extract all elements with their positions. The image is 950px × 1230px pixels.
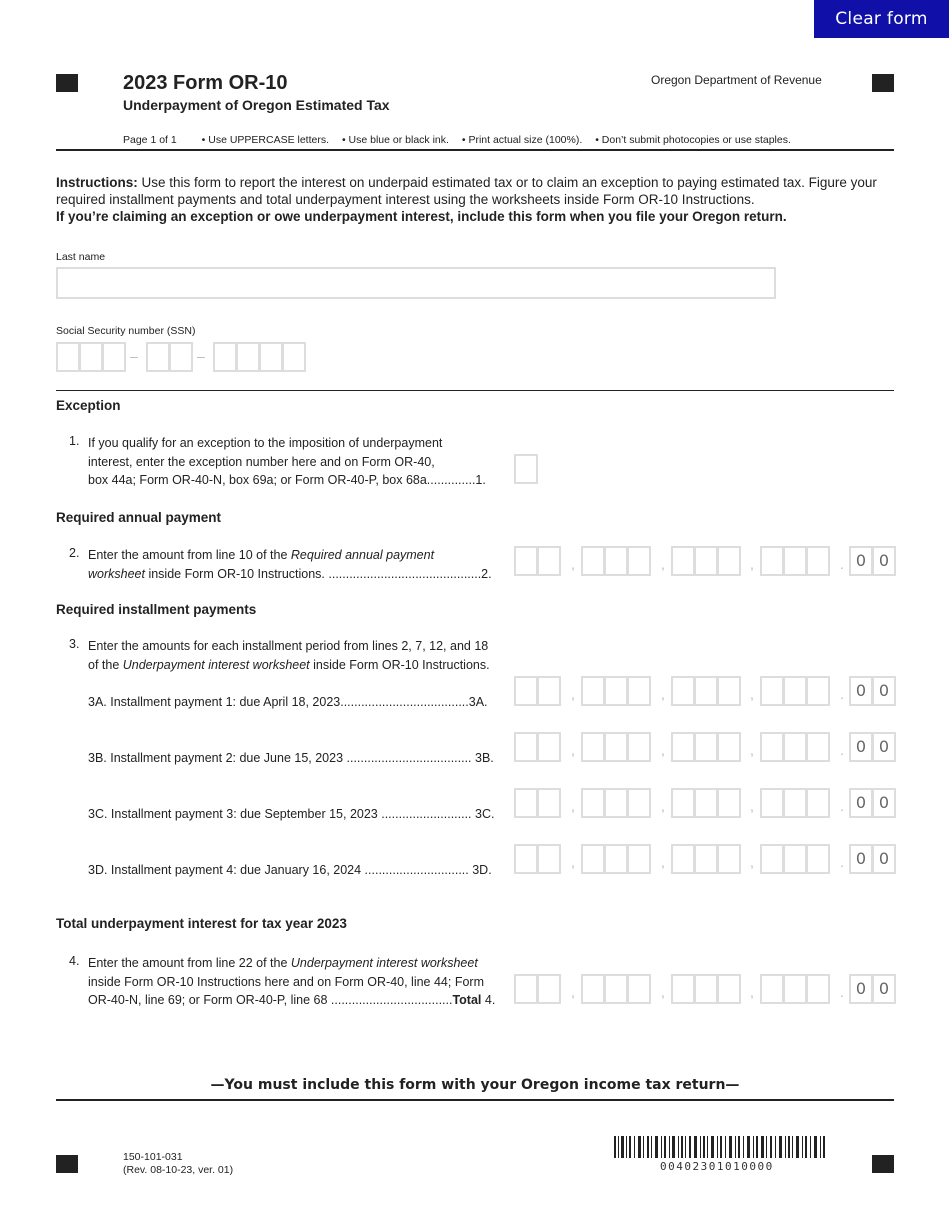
- amount-digit-cell[interactable]: [694, 974, 718, 1004]
- decimal-point: .: [840, 742, 844, 758]
- amount-digit-cell[interactable]: [717, 788, 741, 818]
- decimal-point: .: [840, 798, 844, 814]
- line-4-text-part: 4.: [481, 993, 496, 1007]
- cents-digit: 0: [878, 681, 890, 700]
- cents-cell[interactable]: [872, 788, 896, 818]
- line-2-text-part: Required annual payment: [290, 548, 435, 562]
- amount-digit-cell[interactable]: [604, 676, 628, 706]
- amount-digit-cell[interactable]: [604, 788, 628, 818]
- amount-digit-cell[interactable]: [783, 974, 807, 1004]
- cents-cell[interactable]: [849, 546, 873, 576]
- amount-digit-cell[interactable]: [604, 546, 628, 576]
- line-1-text: [88, 434, 486, 490]
- thousands-separator: ,: [661, 742, 665, 758]
- cents-digit: 0: [855, 737, 867, 756]
- cents-digit: 0: [878, 793, 890, 812]
- cents-cell[interactable]: [849, 844, 873, 874]
- amount-digit-cell[interactable]: [806, 844, 830, 874]
- registration-mark: [872, 74, 894, 92]
- cents-digit: 0: [855, 979, 867, 998]
- line-3a-text: 3A. Installment payment 1: due April 18, 2023.....................................3A.: [88, 695, 488, 709]
- form-subtitle: Underpayment of Oregon Estimated Tax: [123, 97, 390, 113]
- cents-digit: 0: [855, 681, 867, 700]
- registration-mark: [56, 1155, 78, 1173]
- amount-digit-cell[interactable]: [717, 974, 741, 1004]
- thousands-separator: ,: [750, 854, 754, 870]
- amount-digit-cell[interactable]: [627, 732, 651, 762]
- amount-digit-cell[interactable]: [694, 732, 718, 762]
- amount-digit-cell[interactable]: [514, 788, 538, 818]
- line-1-number: 1.: [69, 434, 80, 448]
- amount-digit-cell[interactable]: [671, 788, 695, 818]
- line-3-text-part: Underpayment interest worksheet: [122, 657, 310, 672]
- thousands-separator: ,: [661, 984, 665, 1000]
- note: • Print actual size (100%).: [461, 134, 583, 146]
- line-3-text-part: Enter the amounts for each installment period from lines 2, 7, 12, and 18: [88, 639, 489, 653]
- instructions: [56, 174, 896, 225]
- cents-digit: 0: [878, 551, 890, 570]
- thousands-separator: ,: [750, 984, 754, 1000]
- line-3d-text: 3D. Installment payment 4: due January 16, 2024 .............................. 3D.: [88, 863, 492, 877]
- instructions-lead: Instructions:: [56, 175, 138, 190]
- cents-cell[interactable]: [872, 974, 896, 1004]
- cents-cell[interactable]: [872, 732, 896, 762]
- thousands-separator: ,: [661, 798, 665, 814]
- amount-digit-cell[interactable]: [694, 844, 718, 874]
- thousands-separator: ,: [661, 556, 665, 572]
- clear-form-button[interactable]: Clear form: [814, 0, 949, 38]
- page-number: Page 1 of 1: [123, 134, 177, 146]
- amount-digit-cell[interactable]: [604, 732, 628, 762]
- ssn-digit[interactable]: [282, 342, 306, 372]
- decimal-point: .: [840, 556, 844, 572]
- footer-divider: [56, 1099, 894, 1101]
- amount-digit-cell[interactable]: [760, 676, 784, 706]
- thousands-separator: ,: [750, 686, 754, 702]
- cents-cell[interactable]: [849, 676, 873, 706]
- amount-digit-cell[interactable]: [537, 974, 561, 1004]
- last-name-label: Last name: [56, 251, 106, 263]
- amount-digit-cell[interactable]: [581, 974, 605, 1004]
- decimal-point: .: [840, 984, 844, 1000]
- line-4-number: 4.: [69, 954, 80, 968]
- thousands-separator: ,: [571, 798, 575, 814]
- amount-digit-cell[interactable]: [581, 676, 605, 706]
- amount-digit-cell[interactable]: [783, 732, 807, 762]
- cents-digit: 0: [855, 793, 867, 812]
- amount-digit-cell[interactable]: [581, 546, 605, 576]
- amount-digit-cell[interactable]: [627, 676, 651, 706]
- form-title: 2023 Form OR-10: [123, 72, 288, 94]
- cents-cell[interactable]: [872, 676, 896, 706]
- ssn-separator: –: [130, 348, 138, 364]
- amount-digit-cell[interactable]: [806, 546, 830, 576]
- amount-digit-cell[interactable]: [671, 974, 695, 1004]
- amount-digit-cell[interactable]: [760, 974, 784, 1004]
- amount-digit-cell[interactable]: [806, 676, 830, 706]
- ssn-label: Social Security number (SSN): [56, 325, 196, 337]
- ssn-digit[interactable]: [236, 342, 260, 372]
- last-name-field[interactable]: [56, 267, 776, 299]
- line-3c-text: 3C. Installment payment 3: due September 15, 2023 .......................... 3C.: [88, 807, 495, 821]
- line-1-text-part: box 44a; Form OR-40-N, box 69a; or Form OR-40-P, box 68a..............1.: [88, 473, 486, 487]
- section-exception-heading: Exception: [56, 398, 121, 413]
- line-4-text-part: Total: [452, 993, 482, 1007]
- ssn-separator: –: [197, 348, 205, 364]
- section-required-annual-heading: Required annual payment: [56, 510, 222, 525]
- ssn-digit[interactable]: [213, 342, 237, 372]
- line-4-text-part: OR-40-N, line 69; or Form OR-40-P, line 68 ...................................: [88, 993, 453, 1007]
- registration-mark: [872, 1155, 894, 1173]
- line-3-number: 3.: [69, 637, 80, 651]
- amount-digit-cell[interactable]: [717, 732, 741, 762]
- cents-digit: 0: [878, 849, 890, 868]
- amount-digit-cell[interactable]: [717, 676, 741, 706]
- line-4-text-part: Underpayment interest worksheet: [290, 956, 478, 970]
- amount-digit-cell[interactable]: [694, 676, 718, 706]
- form-revision-text: (Rev. 08-10-23, ver. 01): [123, 1164, 234, 1176]
- amount-digit-cell[interactable]: [604, 844, 628, 874]
- line-2-number: 2.: [69, 546, 80, 560]
- thousands-separator: ,: [571, 854, 575, 870]
- amount-digit-cell[interactable]: [537, 788, 561, 818]
- cents-cell[interactable]: [849, 732, 873, 762]
- form-notes: [123, 134, 801, 146]
- barcode-number: 00402301010000: [660, 1160, 774, 1173]
- thousands-separator: ,: [750, 798, 754, 814]
- footer-note: —You must include this form with your Oregon income tax return—: [210, 1077, 740, 1093]
- note: • Don’t submit photocopies or use staples.: [595, 134, 791, 146]
- amount-digit-cell[interactable]: [671, 676, 695, 706]
- amount-digit-cell[interactable]: [537, 844, 561, 874]
- amount-digit-cell[interactable]: [627, 974, 651, 1004]
- section-required-installment-heading: Required installment payments: [56, 602, 257, 617]
- barcode-icon: [614, 1136, 826, 1158]
- amount-digit-cell[interactable]: [514, 546, 538, 576]
- amount-digit-cell[interactable]: [537, 546, 561, 576]
- registration-mark: [56, 74, 78, 92]
- line-1-text-part: interest, enter the exception number here and on Form OR-40,: [88, 454, 435, 469]
- thousands-separator: ,: [571, 984, 575, 1000]
- line-4-text-part: inside Form OR-10 Instructions here and on Form OR-40, line 44; Form: [88, 974, 484, 989]
- line-3-text-part: of the: [88, 657, 123, 672]
- amount-digit-cell[interactable]: [783, 844, 807, 874]
- amount-digit-cell[interactable]: [537, 732, 561, 762]
- amount-digit-cell[interactable]: [671, 844, 695, 874]
- exception-number-box[interactable]: [514, 454, 538, 484]
- amount-digit-cell[interactable]: [717, 546, 741, 576]
- amount-digit-cell[interactable]: [514, 844, 538, 874]
- cents-cell[interactable]: [872, 546, 896, 576]
- note: • Use blue or black ink.: [341, 134, 449, 146]
- form-number: [123, 1151, 233, 1177]
- thousands-separator: ,: [750, 556, 754, 572]
- cents-digit: 0: [878, 979, 890, 998]
- amount-digit-cell[interactable]: [514, 732, 538, 762]
- decimal-point: .: [840, 854, 844, 870]
- thousands-separator: ,: [571, 686, 575, 702]
- amount-digit-cell[interactable]: [627, 844, 651, 874]
- department-name: Oregon Department of Revenue: [651, 73, 822, 87]
- amount-digit-cell[interactable]: [537, 676, 561, 706]
- amount-digit-cell[interactable]: [783, 546, 807, 576]
- section-divider: [56, 390, 894, 391]
- thousands-separator: ,: [571, 556, 575, 572]
- amount-digit-cell[interactable]: [806, 974, 830, 1004]
- thousands-separator: ,: [661, 686, 665, 702]
- amount-digit-cell[interactable]: [783, 676, 807, 706]
- thousands-separator: ,: [750, 742, 754, 758]
- line-4-text: [88, 954, 495, 1010]
- ssn-digit[interactable]: [102, 342, 126, 372]
- ssn-digit[interactable]: [79, 342, 103, 372]
- instructions-text: Use this form to report the interest on underpaid estimated tax or to claim an exception to paying estimated tax. Figure your required installment payments and total underpayment interest using the worksheets inside Form OR-10 Instructions.: [56, 175, 877, 207]
- line-4-text-part: Enter the amount from line 22 of the: [88, 956, 291, 970]
- section-total-heading: Total underpayment interest for tax year 2023: [56, 916, 347, 931]
- line-3-text: [88, 637, 490, 674]
- line-2-text: [88, 546, 492, 583]
- line-1-text-part: If you qualify for an exception to the imposition of underpayment: [88, 436, 443, 450]
- cents-cell[interactable]: [849, 788, 873, 818]
- amount-digit-cell[interactable]: [806, 732, 830, 762]
- note: • Use UPPERCASE letters.: [201, 134, 330, 146]
- amount-digit-cell[interactable]: [760, 546, 784, 576]
- amount-digit-cell[interactable]: [694, 788, 718, 818]
- line-2-text-part: inside Form OR-10 Instructions. ............................................2.: [144, 566, 492, 581]
- cents-digit: 0: [855, 849, 867, 868]
- amount-digit-cell[interactable]: [514, 676, 538, 706]
- amount-digit-cell[interactable]: [514, 974, 538, 1004]
- ssn-digit[interactable]: [169, 342, 193, 372]
- amount-digit-cell[interactable]: [581, 788, 605, 818]
- amount-digit-cell[interactable]: [581, 732, 605, 762]
- line-2-text-part: Enter the amount from line 10 of the: [88, 548, 291, 562]
- amount-digit-cell[interactable]: [581, 844, 605, 874]
- ssn-digit[interactable]: [56, 342, 80, 372]
- amount-digit-cell[interactable]: [671, 732, 695, 762]
- amount-digit-cell[interactable]: [806, 788, 830, 818]
- amount-digit-cell[interactable]: [760, 788, 784, 818]
- thousands-separator: ,: [661, 854, 665, 870]
- header-divider: [56, 149, 894, 151]
- instructions-bold: If you’re claiming an exception or owe underpayment interest, include this form when you file your Oregon return.: [56, 209, 787, 224]
- amount-digit-cell[interactable]: [694, 546, 718, 576]
- line-2-text-part: worksheet: [88, 566, 145, 581]
- amount-digit-cell[interactable]: [783, 788, 807, 818]
- line-3b-text: 3B. Installment payment 2: due June 15, 2023 .................................... 3B.: [88, 751, 494, 765]
- cents-digit: 0: [855, 551, 867, 570]
- thousands-separator: ,: [571, 742, 575, 758]
- amount-digit-cell[interactable]: [604, 974, 628, 1004]
- amount-digit-cell[interactable]: [760, 732, 784, 762]
- decimal-point: .: [840, 686, 844, 702]
- amount-digit-cell[interactable]: [671, 546, 695, 576]
- amount-digit-cell[interactable]: [627, 546, 651, 576]
- amount-digit-cell[interactable]: [760, 844, 784, 874]
- cents-digit: 0: [878, 737, 890, 756]
- cents-cell[interactable]: [849, 974, 873, 1004]
- amount-digit-cell[interactable]: [717, 844, 741, 874]
- cents-cell[interactable]: [872, 844, 896, 874]
- ssn-digit[interactable]: [146, 342, 170, 372]
- line-3-text-part: inside Form OR-10 Instructions.: [309, 657, 490, 672]
- form-number-text: 150-101-031: [123, 1151, 183, 1163]
- ssn-digit[interactable]: [259, 342, 283, 372]
- amount-digit-cell[interactable]: [627, 788, 651, 818]
